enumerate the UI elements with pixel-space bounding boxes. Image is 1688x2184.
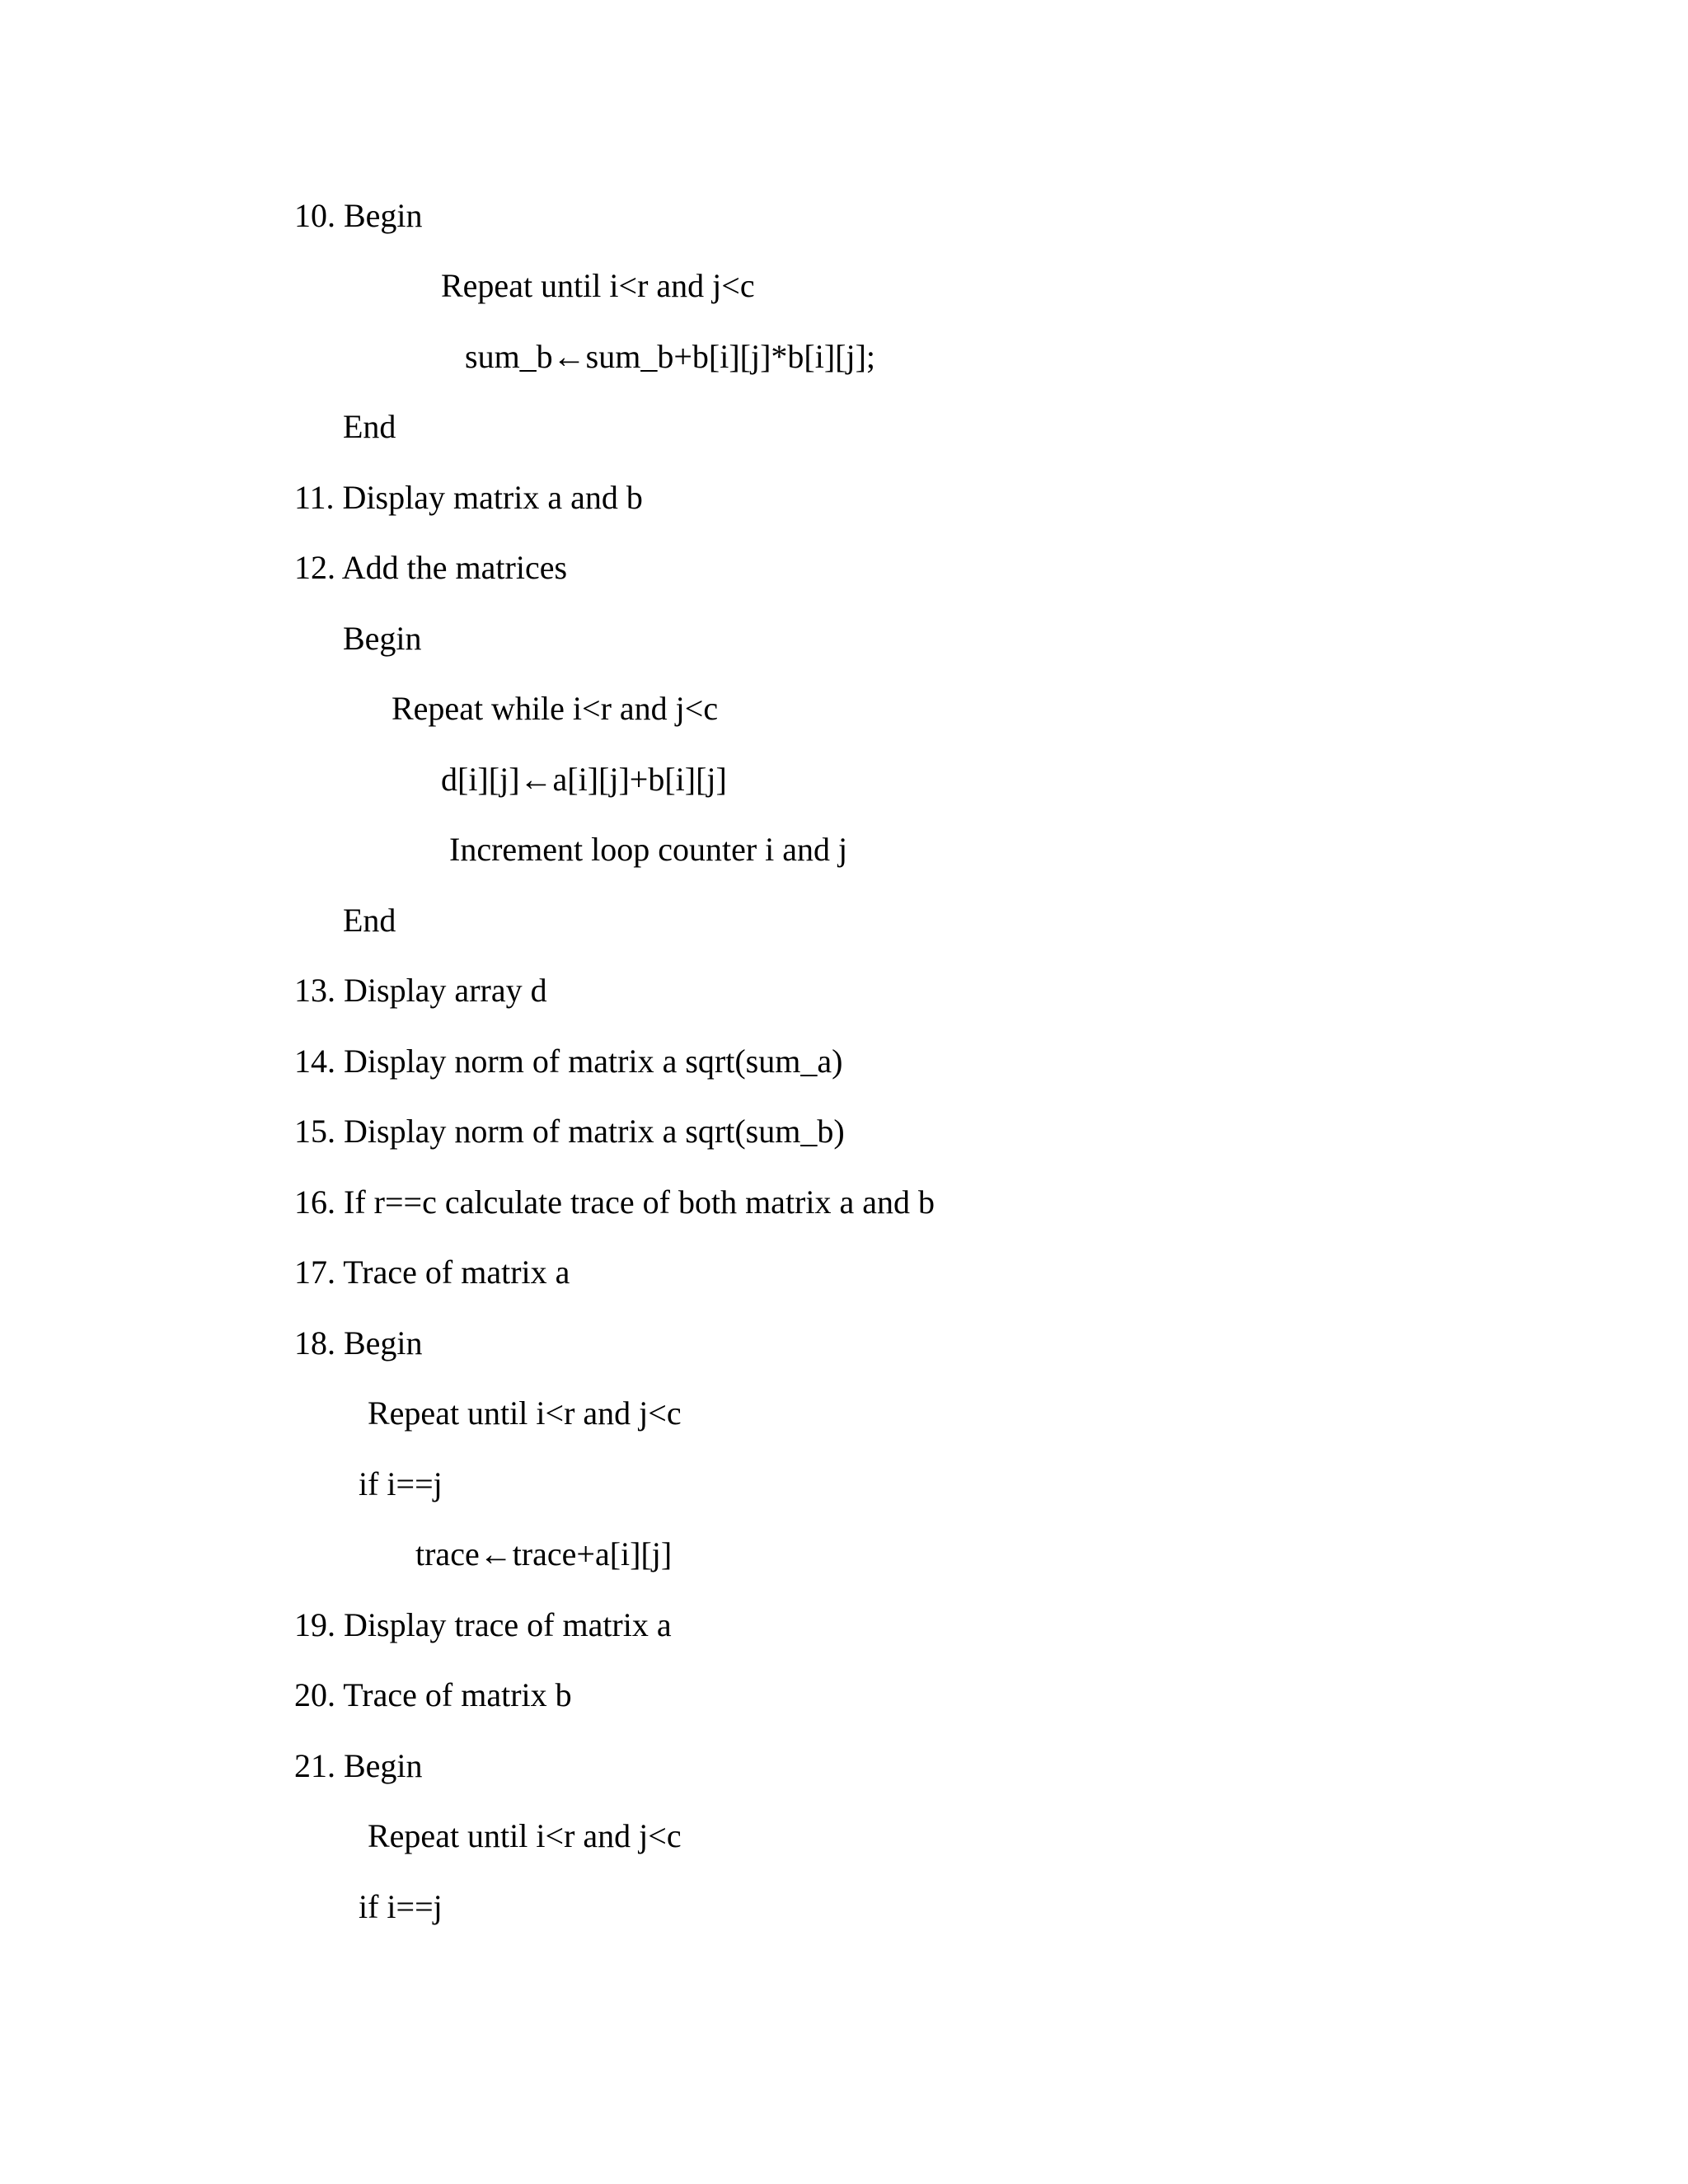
step-14: 14. Display norm of matrix a sqrt(sum_a)	[294, 1043, 843, 1080]
step-20: 20. Trace of matrix b	[294, 1676, 572, 1713]
increment-counter-line: Increment loop counter i and j	[449, 831, 848, 868]
repeat-until-line: Repeat until i<r and j<c	[368, 1394, 682, 1432]
step-21-begin: 21. Begin	[294, 1747, 423, 1784]
step-10-begin: 10. Begin	[294, 197, 423, 234]
step-12: 12. Add the matrices	[294, 549, 568, 586]
sum-b-statement: sum_b←sum_b+b[i][j]*b[i][j];	[465, 338, 876, 375]
step-15: 15. Display norm of matrix a sqrt(sum_b)	[294, 1113, 845, 1150]
repeat-until-line: Repeat until i<r and j<c	[368, 1817, 682, 1854]
step-13: 13. Display array d	[294, 972, 547, 1009]
begin-line: Begin	[343, 620, 422, 657]
step-16: 16. If r==c calculate trace of both matrix a and b	[294, 1183, 935, 1221]
trace-a-statement: trace←trace+a[i][j]	[415, 1535, 673, 1572]
repeat-until-line: Repeat until i<r and j<c	[441, 267, 755, 304]
step-19: 19. Display trace of matrix a	[294, 1606, 672, 1643]
if-condition-line: if i==j	[359, 1888, 443, 1925]
repeat-while-line: Repeat while i<r and j<c	[392, 690, 719, 727]
step-11: 11. Display matrix a and b	[294, 479, 643, 516]
end-line: End	[343, 902, 396, 939]
end-line: End	[343, 408, 396, 445]
step-17: 17. Trace of matrix a	[294, 1254, 570, 1291]
if-condition-line: if i==j	[359, 1465, 443, 1502]
d-assignment-statement: d[i][j]←a[i][j]+b[i][j]	[441, 761, 727, 798]
step-18-begin: 18. Begin	[294, 1324, 423, 1361]
